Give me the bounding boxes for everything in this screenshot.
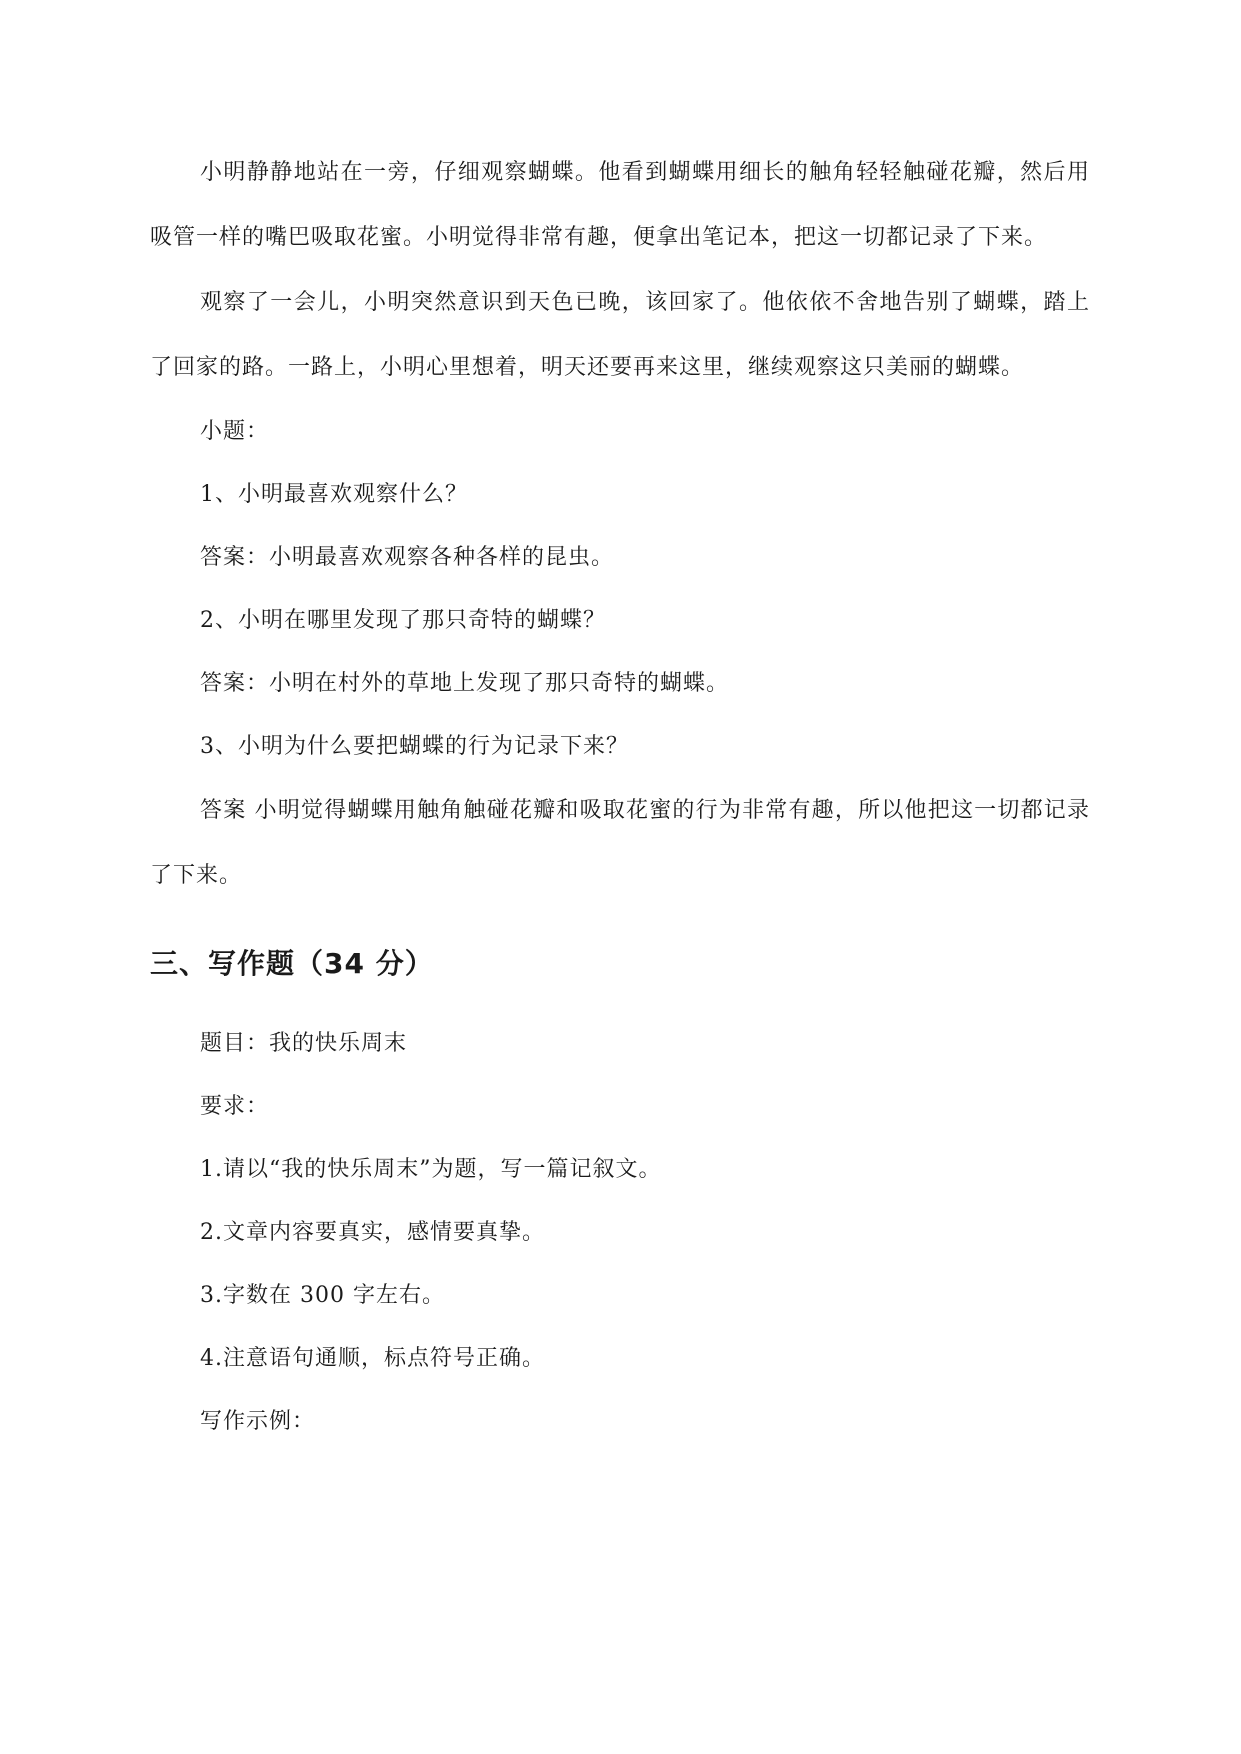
passage-paragraph-2: 观察了一会儿，小明突然意识到天色已晚，该回家了。他依依不舍地告别了蝴蝶，踏上了回家的路。一路上，小明心里想着，明天还要再来这里，继续观察这只美丽的蝴蝶。 — [150, 290, 1090, 380]
answer-3: 答案 小明觉得蝴蝶用触角触碰花瓣和吸取花蜜的行为非常有趣，所以他把这一切都记录了下来。 — [150, 798, 1090, 888]
writing-topic: 题目：我的快乐周末 — [200, 1031, 408, 1056]
question-3: 3、小明为什么要把蝴蝶的行为记录下来？ — [200, 734, 629, 759]
text-column — [150, 140, 1090, 1453]
requirement-3: 3.字数在 300 字左右。 — [200, 1283, 445, 1308]
question-1: 1、小明最喜欢观察什么？ — [200, 482, 468, 507]
requirement-4: 4.注意语句通顺，标点符号正确。 — [200, 1346, 545, 1371]
answer-1: 答案：小明最喜欢观察各种各样的昆虫。 — [200, 545, 615, 570]
passage-paragraph-1: 小明静静地站在一旁，仔细观察蝴蝶。他看到蝴蝶用细长的触角轻轻触碰花瓣，然后用吸管一样的嘴巴吸取花蜜。小明觉得非常有趣，便拿出笔记本，把这一切都记录了下来。 — [150, 160, 1090, 250]
writing-section-title: 三、写作题（34 分） — [150, 947, 434, 980]
writing-example-label: 写作示例： — [200, 1409, 316, 1434]
answer-2: 答案：小明在村外的草地上发现了那只奇特的蝴蝶。 — [200, 671, 730, 696]
question-2: 2、小明在哪里发现了那只奇特的蝴蝶？ — [200, 608, 606, 633]
questions-heading: 小题： — [200, 419, 270, 444]
requirements-label: 要求： — [200, 1094, 270, 1119]
requirement-2: 2.文章内容要真实，感情要真挚。 — [200, 1220, 545, 1245]
requirement-1: 1.请以“我的快乐周末”为题，写一篇记叙文。 — [200, 1157, 662, 1182]
